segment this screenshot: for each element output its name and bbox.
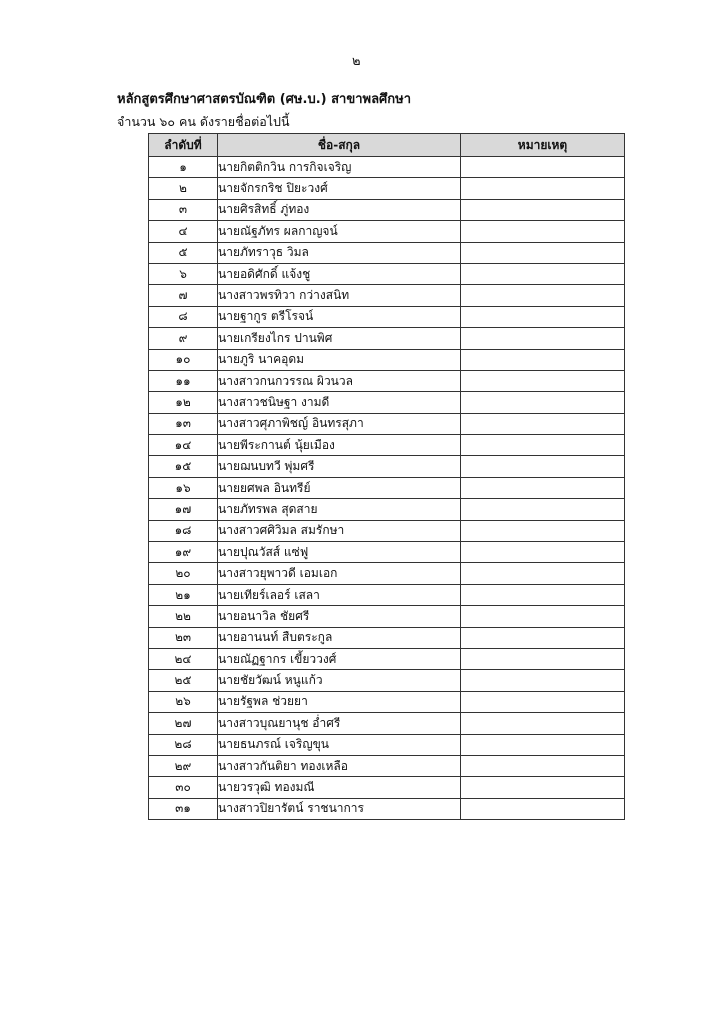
column-header-name: ชื่อ-สกุล — [218, 134, 461, 157]
table-row — [149, 242, 625, 263]
row-number-cell: ๑๐ — [149, 349, 218, 370]
row-note-cell — [461, 392, 625, 413]
row-number-cell: ๑๑ — [149, 370, 218, 391]
row-note-cell — [461, 435, 625, 456]
table-row — [149, 199, 625, 220]
row-number-cell: ๒๙ — [149, 755, 218, 776]
table-row — [149, 370, 625, 391]
row-note-cell — [461, 221, 625, 242]
table-row — [149, 691, 625, 712]
row-note-cell — [461, 306, 625, 327]
row-name-cell: นายศิรสิทธิ์ ภู่ทอง — [218, 199, 461, 220]
row-number-cell: ๑๙ — [149, 542, 218, 563]
row-note-cell — [461, 456, 625, 477]
row-name-cell: นางสาวกนกวรรณ ผิวนวล — [218, 370, 461, 391]
row-name-cell: นายเกรียงไกร ปานพิศ — [218, 328, 461, 349]
row-note-cell — [461, 606, 625, 627]
row-name-cell: นายณัฐภัทร ผลกาญจน์ — [218, 221, 461, 242]
row-name-cell: นางสาวชนิษฐา งามดี — [218, 392, 461, 413]
row-name-cell: นายภูริ นาคอุดม — [218, 349, 461, 370]
document-heading: หลักสูตรศึกษาศาสตรบัณฑิต (ศษ.บ.) สาขาพลศึกษา — [117, 92, 412, 107]
row-note-cell — [461, 734, 625, 755]
row-note-cell — [461, 370, 625, 391]
row-number-cell: ๗ — [149, 285, 218, 306]
row-name-cell: นายภัทรพล สุดสาย — [218, 499, 461, 520]
table-row — [149, 413, 625, 434]
table-row — [149, 734, 625, 755]
row-note-cell — [461, 798, 625, 819]
table-row — [149, 777, 625, 798]
row-note-cell — [461, 584, 625, 605]
row-note-cell — [461, 755, 625, 776]
column-header-note: หมายเหตุ — [461, 134, 625, 157]
row-number-cell: ๘ — [149, 306, 218, 327]
row-number-cell: ๑ — [149, 157, 218, 178]
row-name-cell: นางสาวกันติยา ทองเหลือ — [218, 755, 461, 776]
row-number-cell: ๓๑ — [149, 798, 218, 819]
row-number-cell: ๔ — [149, 221, 218, 242]
table-row — [149, 798, 625, 819]
row-note-cell — [461, 157, 625, 178]
row-note-cell — [461, 263, 625, 284]
row-number-cell: ๒ — [149, 178, 218, 199]
row-name-cell: นายเทียร์เลอร์ เสลา — [218, 584, 461, 605]
row-note-cell — [461, 777, 625, 798]
row-name-cell: นายจักรกริช ปิยะวงศ์ — [218, 178, 461, 199]
row-number-cell: ๒๔ — [149, 648, 218, 669]
table-row — [149, 755, 625, 776]
row-number-cell: ๒๘ — [149, 734, 218, 755]
row-name-cell: นายอนาวิล ชัยศรี — [218, 606, 461, 627]
row-note-cell — [461, 713, 625, 734]
row-note-cell — [461, 563, 625, 584]
row-name-cell: นายอานนท์ สืบตระกูล — [218, 627, 461, 648]
row-name-cell: นางสาวยุพาวดี เอมเอก — [218, 563, 461, 584]
row-note-cell — [461, 349, 625, 370]
row-name-cell: นางสาวศศิวิมล สมรักษา — [218, 520, 461, 541]
table-row — [149, 563, 625, 584]
table-header-row — [149, 134, 625, 157]
row-name-cell: นายยศพล อินทรีย์ — [218, 477, 461, 498]
table-row — [149, 584, 625, 605]
document-subheading: จำนวน ๖๐ คน ดังรายชื่อต่อไปนี้ — [117, 114, 290, 129]
table-row — [149, 606, 625, 627]
row-name-cell: นายกิตติกวิน การกิจเจริญ — [218, 157, 461, 178]
row-name-cell: นายปุณวัสส์ แซ่ฟู — [218, 542, 461, 563]
table-row — [149, 349, 625, 370]
table-row — [149, 392, 625, 413]
name-list-table — [148, 133, 625, 820]
table-row — [149, 542, 625, 563]
table-row — [149, 221, 625, 242]
row-number-cell: ๒๕ — [149, 670, 218, 691]
row-number-cell: ๕ — [149, 242, 218, 263]
row-note-cell — [461, 328, 625, 349]
table-row — [149, 520, 625, 541]
table-row — [149, 435, 625, 456]
row-note-cell — [461, 242, 625, 263]
row-name-cell: นายฐากูร ตรีโรจน์ — [218, 306, 461, 327]
table-row — [149, 285, 625, 306]
row-note-cell — [461, 413, 625, 434]
row-number-cell: ๑๓ — [149, 413, 218, 434]
row-number-cell: ๑๘ — [149, 520, 218, 541]
row-number-cell: ๙ — [149, 328, 218, 349]
row-note-cell — [461, 199, 625, 220]
row-number-cell: ๖ — [149, 263, 218, 284]
row-name-cell: นายภัทราวุธ วิมล — [218, 242, 461, 263]
row-note-cell — [461, 691, 625, 712]
row-name-cell: นายณัฏฐากร เขี้ยววงศ์ — [218, 648, 461, 669]
row-number-cell: ๑๔ — [149, 435, 218, 456]
table-row — [149, 456, 625, 477]
row-note-cell — [461, 542, 625, 563]
row-note-cell — [461, 285, 625, 306]
table-row — [149, 477, 625, 498]
table-row — [149, 306, 625, 327]
table-row — [149, 178, 625, 199]
row-number-cell: ๓ — [149, 199, 218, 220]
table-row — [149, 328, 625, 349]
row-number-cell: ๒๗ — [149, 713, 218, 734]
table-row — [149, 713, 625, 734]
row-number-cell: ๑๖ — [149, 477, 218, 498]
row-name-cell: นางสาวปิยารัตน์ ราชนาการ — [218, 798, 461, 819]
row-note-cell — [461, 477, 625, 498]
row-number-cell: ๒๒ — [149, 606, 218, 627]
row-number-cell: ๑๗ — [149, 499, 218, 520]
table-row — [149, 627, 625, 648]
row-note-cell — [461, 499, 625, 520]
row-note-cell — [461, 178, 625, 199]
row-name-cell: นายอดิศักดิ์ แจ้งชู — [218, 263, 461, 284]
row-name-cell: นางสาวพรทิวา กว่างสนิท — [218, 285, 461, 306]
table-row — [149, 670, 625, 691]
row-note-cell — [461, 627, 625, 648]
row-name-cell: นายวรวุฒิ ทองมณี — [218, 777, 461, 798]
row-number-cell: ๒๖ — [149, 691, 218, 712]
row-number-cell: ๑๕ — [149, 456, 218, 477]
row-note-cell — [461, 648, 625, 669]
row-name-cell: นางสาวบุณยานุช อ่ำศรี — [218, 713, 461, 734]
row-note-cell — [461, 520, 625, 541]
row-number-cell: ๑๒ — [149, 392, 218, 413]
table-row — [149, 648, 625, 669]
row-name-cell: นายรัฐพล ช่วยยา — [218, 691, 461, 712]
row-name-cell: นายพีระกานต์ นุ้ยเมือง — [218, 435, 461, 456]
row-name-cell: นางสาวศุภาพิชญ์ อินทรสุภา — [218, 413, 461, 434]
row-name-cell: นายฌนบทวี พุ่มศรี — [218, 456, 461, 477]
table-row — [149, 499, 625, 520]
row-number-cell: ๒๑ — [149, 584, 218, 605]
row-number-cell: ๒๓ — [149, 627, 218, 648]
row-number-cell: ๓๐ — [149, 777, 218, 798]
table-row — [149, 263, 625, 284]
row-name-cell: นายธนภรณ์ เจริญขุน — [218, 734, 461, 755]
column-header-number: ลำดับที่ — [149, 134, 218, 157]
row-note-cell — [461, 670, 625, 691]
page-number: ๒ — [352, 54, 361, 69]
row-number-cell: ๒๐ — [149, 563, 218, 584]
table-row — [149, 157, 625, 178]
row-name-cell: นายชัยวัฒน์ หนูแก้ว — [218, 670, 461, 691]
